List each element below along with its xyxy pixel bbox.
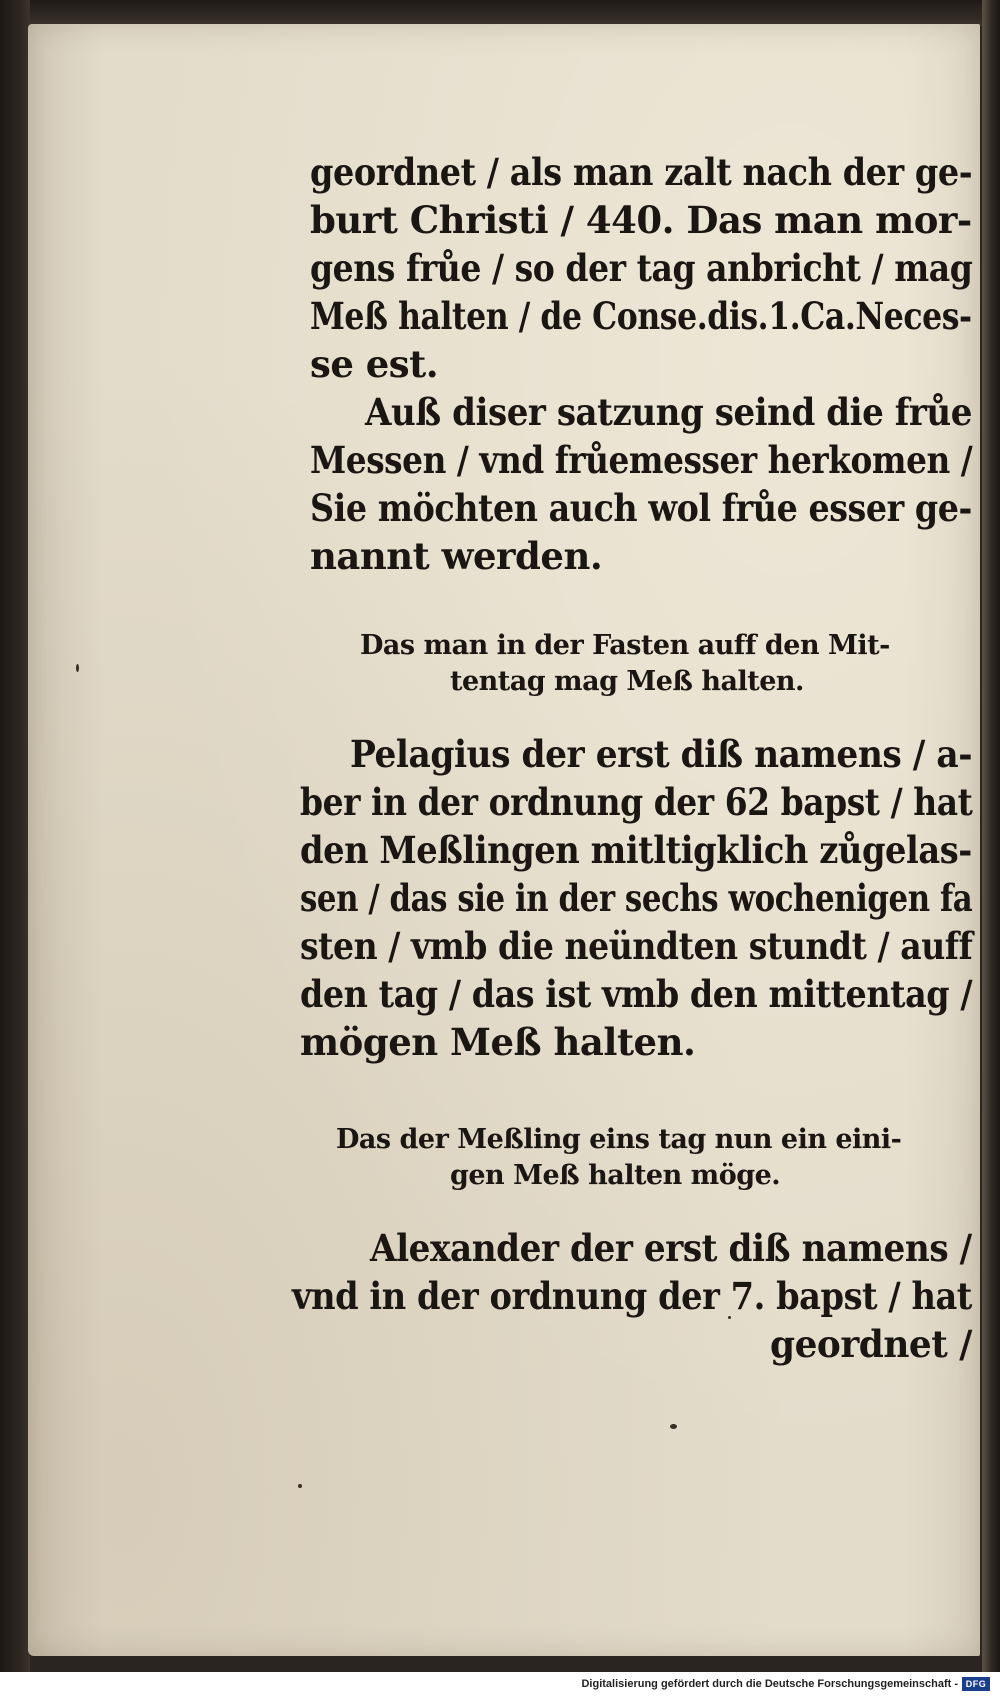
- text-line: Alexander der erst diß namens /: [370, 1226, 972, 1270]
- text-line: Messen / vnd frůemesser herkomen /: [310, 438, 973, 482]
- text-line: sen / das sie in der sechs wochenigen fa: [300, 876, 973, 920]
- text-line: ber in der ordnung der 62 bapst / hat: [300, 780, 973, 824]
- paper-speck: [298, 1484, 302, 1488]
- text-line: Pelagius der erst diß namens / a-: [350, 732, 973, 776]
- text-line: nannt werden.: [310, 534, 603, 578]
- text-line: den tag / das ist vmb den mittentag /: [300, 972, 973, 1016]
- text-line: se est.: [310, 342, 439, 386]
- text-line: geordnet / als man zalt nach der ge-: [310, 150, 973, 194]
- paper-speck: [76, 664, 79, 672]
- book-edge-left: [0, 0, 30, 1699]
- text-line: burt Christi / 440. Das man mor-: [310, 198, 972, 242]
- section-heading: Das der Meßling eins tag nun ein eini-: [336, 1124, 902, 1155]
- section-heading: gen Meß halten möge.: [450, 1160, 781, 1191]
- paper-speck: [670, 1424, 677, 1429]
- dfg-logo-icon: DFG: [962, 1677, 990, 1691]
- text-line: vnd in der ordnung der 7. bapst / hat: [292, 1274, 972, 1318]
- text-line: Auß diser satzung seind die frůe: [365, 390, 972, 434]
- section-heading: Das man in der Fasten auff den Mit-: [360, 630, 890, 661]
- text-line: den Meßlingen mitltigklich zůgelas-: [300, 828, 972, 872]
- footer-credit: Digitalisierung gefördert durch die Deutsche Forschungsgemeinschaft -: [581, 1678, 958, 1690]
- text-line: mögen Meß halten.: [300, 1020, 696, 1064]
- catchword: geordnet /: [770, 1322, 972, 1366]
- book-edge-right: [982, 0, 1000, 1699]
- book-edge-top: [0, 0, 1000, 26]
- text-line: sten / vmb die neündten stundt / auff: [300, 924, 973, 968]
- section-heading: tentag mag Meß halten.: [450, 666, 804, 697]
- text-line: Sie möchten auch wol frůe esser ge-: [310, 486, 972, 530]
- text-line: Meß halten / de Conse.dis.1.Ca.Neces-: [310, 294, 972, 338]
- text-line: gens frůe / so der tag anbricht / mag: [310, 246, 973, 290]
